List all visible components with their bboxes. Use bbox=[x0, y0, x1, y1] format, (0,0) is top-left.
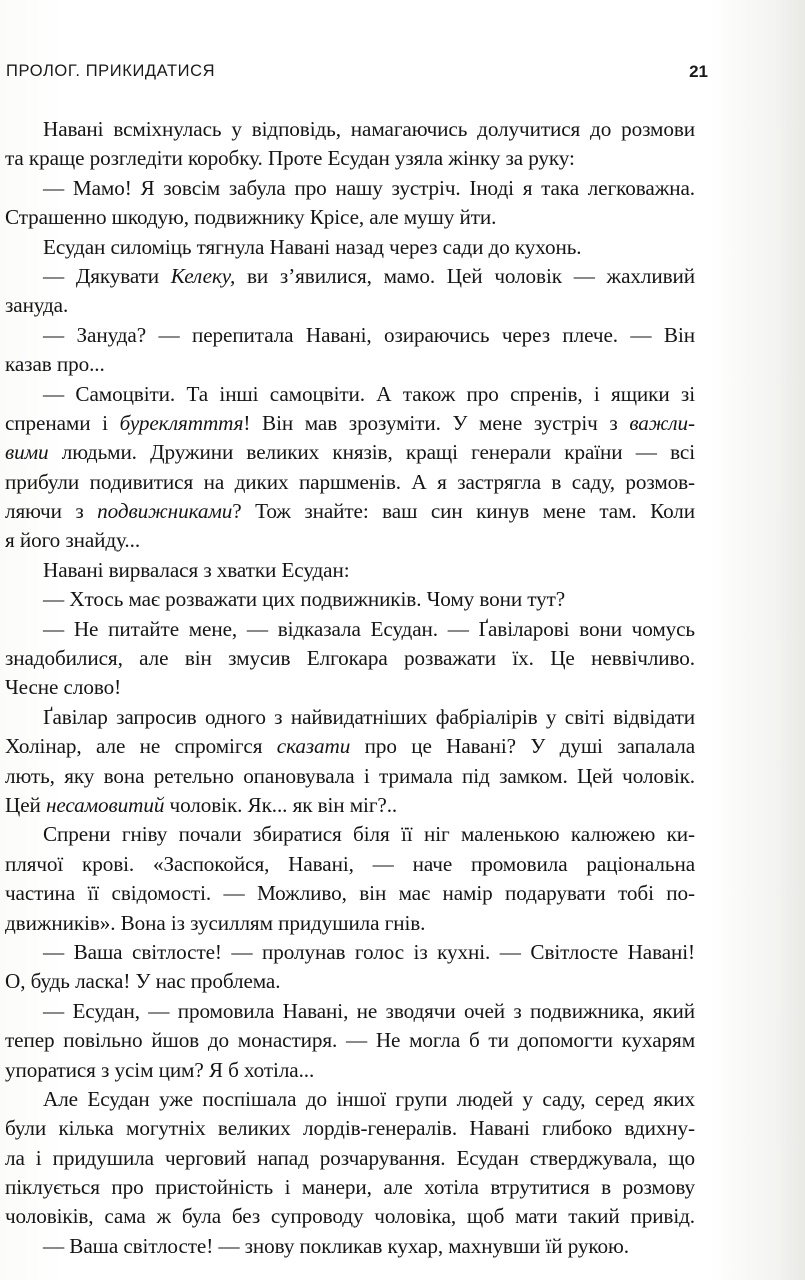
text-line bbox=[5, 526, 695, 555]
text-segment: ла і придушила черговий напад розчарування. Есудан стверджувала, що bbox=[5, 1145, 695, 1170]
italic-text: подвижниками bbox=[97, 499, 233, 524]
text-segment: лють, яку вона ретельно опановувала і тримала під замком. Цей чоловік. bbox=[5, 763, 695, 788]
text-line bbox=[5, 144, 695, 173]
text-segment: — Ваша світлосте! — пролунав голос із кухні. — Світлосте Навані! bbox=[43, 939, 695, 964]
italic-text: сказати bbox=[276, 734, 351, 759]
text-line bbox=[5, 585, 695, 614]
italic-text: Келеку, bbox=[170, 263, 236, 288]
text-segment: Ґавілар запросив одного з найвидатніших фабріалірів у світі відвідати bbox=[43, 704, 695, 729]
text-line bbox=[5, 1056, 695, 1085]
text-line bbox=[5, 203, 695, 232]
text-segment: — Зануда? — перепитала Навані, озираючись через плече. — Він bbox=[43, 322, 695, 347]
text-segment: Але Есудан уже поспішала до іншої групи людей у саду, серед яких bbox=[43, 1086, 695, 1111]
text-segment: піклується про пристойність і манери, але хотіла втрутитися в розмову bbox=[5, 1175, 695, 1200]
text-segment: зануда. bbox=[5, 293, 69, 318]
text-segment: тепер повільно йшов до монастиря. — Не могла б ти допомогти кухарям bbox=[5, 1028, 695, 1053]
text-segment: О, будь ласка! У нас проблема. bbox=[5, 969, 281, 994]
text-line bbox=[5, 997, 695, 1026]
text-line bbox=[5, 909, 695, 938]
text-segment: ляючи з bbox=[5, 499, 98, 524]
text-line bbox=[5, 350, 695, 379]
text-segment: Навані вирвалася з хватки Есудан: bbox=[43, 557, 350, 582]
text-line bbox=[5, 732, 695, 761]
text-line bbox=[5, 380, 695, 409]
text-segment: ! Він мав зрозуміти. У мене зустріч з bbox=[243, 410, 630, 435]
text-line bbox=[5, 438, 695, 467]
text-segment: ви з’явилися, мамо. Цей чоловік — жахливий bbox=[235, 263, 695, 288]
text-segment: Есудан силоміць тягнула Навані назад через сади до кухонь. bbox=[43, 234, 582, 259]
text-segment: Навані всміхнулась у відповідь, намагаючись долучитися до розмови bbox=[43, 117, 695, 141]
text-segment: знадобилися, але він змусив Елгокара розважати їх. Це неввічливо. bbox=[5, 646, 695, 671]
text-segment: про це Навані? У душі запалала bbox=[350, 734, 695, 759]
text-line bbox=[5, 820, 695, 849]
text-line bbox=[5, 879, 695, 908]
text-line bbox=[5, 791, 695, 820]
text-segment: — Ваша світлосте! — знову покликав кухар, махнувши їй рукою. bbox=[43, 1233, 629, 1258]
text-segment: людьми. Дружини великих князів, кращі генерали країни — всі bbox=[48, 440, 695, 465]
text-segment: чоловік. Як... як він міг?.. bbox=[164, 792, 398, 817]
italic-text: вими bbox=[5, 440, 49, 465]
text-segment: чоловіків, сама ж була без супроводу чоловіка, щоб мати такий привід. bbox=[5, 1204, 695, 1229]
text-segment: казав про... bbox=[5, 352, 105, 377]
text-segment: прибули подивитися на диких паршменів. А я застрягла в саду, розмов- bbox=[5, 469, 695, 494]
text-segment: — Хтось має розважати цих подвижників. Чому вони тут? bbox=[43, 587, 566, 612]
text-segment: та краще розгледіти коробку. Проте Есудан узяла жінку за руку: bbox=[5, 146, 575, 171]
italic-text: несамовитий bbox=[45, 792, 165, 817]
text-segment: — Самоцвіти. Та інші самоцвіти. А також про спренів, і ящики зі bbox=[43, 381, 695, 406]
italic-text: буреклятття bbox=[119, 410, 244, 435]
text-line bbox=[5, 1232, 695, 1261]
text-segment: — Не питайте мене, — відказала Есудан. — Ґавіларові вони чомусь bbox=[43, 616, 695, 641]
text-line bbox=[5, 762, 695, 791]
text-segment: Страшенно шкодую, подвижнику Крісе, але мушу йти. bbox=[5, 205, 497, 230]
text-line bbox=[5, 967, 695, 996]
text-line bbox=[5, 1085, 695, 1114]
text-line bbox=[5, 673, 695, 702]
text-segment: — Есудан, — промовила Навані, не зводячи очей з подвижника, який bbox=[43, 998, 695, 1023]
text-line bbox=[5, 233, 695, 262]
text-line bbox=[5, 321, 695, 350]
text-segment: упоратися з усім цим? Я б хотіла... bbox=[5, 1057, 315, 1082]
text-line bbox=[5, 174, 695, 203]
text-segment: ? Тож знайте: ваш син кинув мене там. Коли bbox=[232, 499, 695, 524]
text-line bbox=[5, 938, 695, 967]
text-segment: частина її свідомості. — Можливо, він має намір подарувати тобі по- bbox=[5, 881, 695, 906]
text-line bbox=[5, 703, 695, 732]
text-segment: — Дякувати bbox=[43, 263, 171, 288]
text-segment: я його знайду... bbox=[5, 528, 141, 553]
page-number: 21 bbox=[689, 62, 708, 81]
text-line bbox=[5, 115, 695, 144]
body-text bbox=[5, 115, 695, 1261]
text-segment: були кілька могутніх великих лордів-генералів. Навані глибоко вдихну- bbox=[5, 1116, 695, 1141]
running-head: ПРОЛОГ. ПРИКИДАТИСЯ bbox=[6, 62, 216, 80]
text-line bbox=[5, 615, 695, 644]
text-line bbox=[5, 409, 695, 438]
text-line bbox=[5, 468, 695, 497]
text-line bbox=[5, 1202, 695, 1231]
page-header bbox=[0, 62, 708, 88]
text-segment: Цей bbox=[5, 792, 46, 817]
text-segment: спренами і bbox=[5, 410, 120, 435]
text-line bbox=[5, 497, 695, 526]
text-segment: Холінар, але не спромігся bbox=[5, 734, 277, 759]
text-line bbox=[5, 556, 695, 585]
text-segment: плячої крові. «Заспокойся, Навані, — наче промовила раціональна bbox=[5, 851, 695, 876]
text-line bbox=[5, 1114, 695, 1143]
text-segment: — Мамо! Я зовсім забула про нашу зустріч. Іноді я така легковажна. bbox=[43, 175, 695, 200]
text-line bbox=[5, 1173, 695, 1202]
italic-text: важли- bbox=[629, 410, 695, 435]
text-line bbox=[5, 850, 695, 879]
text-line bbox=[5, 1144, 695, 1173]
text-segment: Спрени гніву почали збиратися біля її ніг маленькою калюжею ки- bbox=[43, 822, 695, 847]
text-segment: Чесне слово! bbox=[5, 675, 122, 700]
text-line bbox=[5, 291, 695, 320]
text-segment: движників». Вона із зусиллям придушила гнів. bbox=[5, 910, 426, 935]
text-line bbox=[5, 262, 695, 291]
text-line bbox=[5, 644, 695, 673]
text-line bbox=[5, 1026, 695, 1055]
